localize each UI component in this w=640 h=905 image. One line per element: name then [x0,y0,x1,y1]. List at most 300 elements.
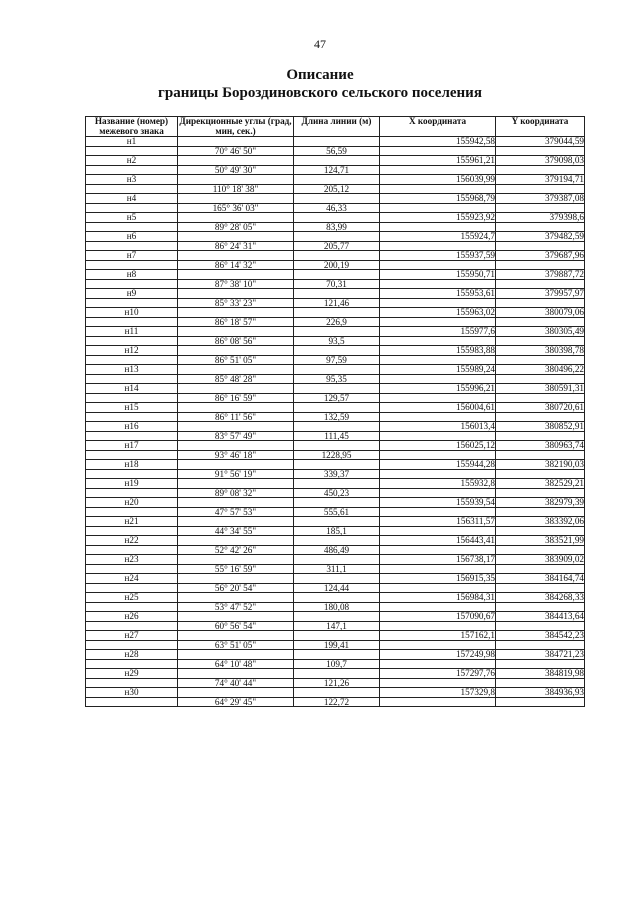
x-coordinate: 157329,8 [380,688,496,698]
table-row-point [86,270,585,280]
x-coordinate: 155968,79 [380,194,496,204]
table-row-point [86,156,585,166]
direction-angle: 70° 46' 50" [178,146,294,156]
empty-cell [178,327,294,337]
empty-cell [86,279,178,289]
direction-angle: 44° 34' 55" [178,526,294,536]
empty-cell [86,602,178,612]
table-row-segment [86,450,585,460]
empty-cell [178,441,294,451]
column-header-y: Y координата [496,117,585,137]
y-coordinate: 384164,74 [496,574,585,584]
empty-cell [496,203,585,213]
empty-cell [294,479,380,489]
table-row-point [86,384,585,394]
point-name: н8 [86,270,178,280]
y-coordinate: 380852,91 [496,422,585,432]
empty-cell [86,241,178,251]
empty-cell [380,222,496,232]
direction-angle: 63° 51' 05" [178,640,294,650]
table-row-point [86,517,585,527]
boundary-table [85,116,585,707]
point-name: н12 [86,346,178,356]
line-length: 555,61 [294,507,380,517]
empty-cell [86,659,178,669]
direction-angle: 86° 18' 57" [178,317,294,327]
empty-cell [380,659,496,669]
x-coordinate: 155996,21 [380,384,496,394]
point-name: н15 [86,403,178,413]
direction-angle: 64° 10' 48" [178,659,294,669]
table-row-segment [86,621,585,631]
point-name: н6 [86,232,178,242]
empty-cell [86,336,178,346]
empty-cell [294,593,380,603]
table-row-segment [86,583,585,593]
y-coordinate: 382529,21 [496,479,585,489]
empty-cell [178,365,294,375]
empty-cell [86,507,178,517]
table-row-point [86,650,585,660]
table-row-point [86,460,585,470]
empty-cell [496,393,585,403]
empty-cell [380,317,496,327]
empty-cell [380,260,496,270]
empty-cell [86,469,178,479]
point-name: н10 [86,308,178,318]
table-row-point [86,289,585,299]
empty-cell [496,317,585,327]
table-row-point [86,688,585,698]
y-coordinate: 383392,06 [496,517,585,527]
direction-angle: 60° 56' 54" [178,621,294,631]
line-length: 121,46 [294,298,380,308]
empty-cell [86,146,178,156]
empty-cell [496,507,585,517]
table-row-point [86,403,585,413]
y-coordinate: 379044,59 [496,137,585,147]
empty-cell [86,564,178,574]
empty-cell [294,327,380,337]
table-row-segment [86,279,585,289]
empty-cell [178,669,294,679]
empty-cell [294,251,380,261]
y-coordinate: 380079,06 [496,308,585,318]
column-header-angle: Дирекционные углы (град, мин, сек.) [179,116,292,136]
empty-cell [380,583,496,593]
empty-cell [380,241,496,251]
empty-cell [294,498,380,508]
y-coordinate: 379387,08 [496,194,585,204]
line-length: 180,08 [294,602,380,612]
page-number: 47 [314,37,326,51]
table-row-segment [86,336,585,346]
table-row-segment [86,165,585,175]
line-length: 226,9 [294,317,380,327]
empty-cell [86,640,178,650]
point-name: н22 [86,536,178,546]
direction-angle: 89° 28' 05" [178,222,294,232]
x-coordinate: 156443,41 [380,536,496,546]
empty-cell [380,678,496,688]
x-coordinate: 155963,02 [380,308,496,318]
title-line-1: Описание [286,67,354,83]
table-row-segment [86,146,585,156]
empty-cell [86,450,178,460]
empty-cell [496,184,585,194]
empty-cell [496,260,585,270]
y-coordinate: 379398,6 [496,213,585,223]
point-name: н3 [86,175,178,185]
y-coordinate: 379482,59 [496,232,585,242]
point-name: н20 [86,498,178,508]
direction-angle: 53° 47' 52" [178,602,294,612]
x-coordinate: 157090,67 [380,612,496,622]
y-coordinate: 379887,72 [496,270,585,280]
y-coordinate: 380591,31 [496,384,585,394]
empty-cell [496,621,585,631]
x-coordinate: 155942,58 [380,137,496,147]
empty-cell [178,688,294,698]
line-length: 205,12 [294,184,380,194]
x-coordinate: 156311,57 [380,517,496,527]
empty-cell [380,146,496,156]
empty-cell [294,213,380,223]
point-name: н23 [86,555,178,565]
point-name: н30 [86,688,178,698]
empty-cell [178,612,294,622]
empty-cell [178,194,294,204]
table-row-segment [86,184,585,194]
direction-angle: 86° 51' 05" [178,355,294,365]
empty-cell [178,574,294,584]
line-length: 185,1 [294,526,380,536]
line-length: 147,1 [294,621,380,631]
x-coordinate: 156984,31 [380,593,496,603]
point-name: н26 [86,612,178,622]
table-row-point [86,593,585,603]
line-length: 200,19 [294,260,380,270]
empty-cell [86,184,178,194]
empty-cell [380,640,496,650]
direction-angle: 86° 24' 31" [178,241,294,251]
point-name: н14 [86,384,178,394]
line-length: 56,59 [294,146,380,156]
table-row-segment [86,564,585,574]
table-row-segment [86,545,585,555]
empty-cell [380,488,496,498]
line-length: 311,1 [294,564,380,574]
empty-cell [380,374,496,384]
empty-cell [294,137,380,147]
table-row-point [86,251,585,261]
line-length: 486,49 [294,545,380,555]
table-row-segment [86,640,585,650]
point-name: н13 [86,365,178,375]
table-row-point [86,422,585,432]
y-coordinate: 379957,97 [496,289,585,299]
table-row-segment [86,526,585,536]
table-row-point [86,498,585,508]
line-length: 121,26 [294,678,380,688]
table-row-point [86,574,585,584]
empty-cell [380,393,496,403]
direction-angle: 52° 42' 26" [178,545,294,555]
empty-cell [380,545,496,555]
x-coordinate: 155923,92 [380,213,496,223]
table-row-segment [86,697,585,707]
empty-cell [178,479,294,489]
direction-angle: 110° 18' 38" [178,184,294,194]
empty-cell [294,631,380,641]
table-row-segment [86,374,585,384]
direction-angle: 64° 29' 45" [178,697,294,707]
table-body [86,137,585,707]
empty-cell [86,260,178,270]
empty-cell [380,279,496,289]
y-coordinate: 384819,98 [496,669,585,679]
table-row-point [86,346,585,356]
empty-cell [294,270,380,280]
direction-angle: 50° 49' 30" [178,165,294,175]
empty-cell [496,564,585,574]
column-header-length: Длина линии (м) [294,117,380,137]
point-name: н18 [86,460,178,470]
document-title [0,66,640,102]
empty-cell [294,669,380,679]
empty-cell [496,355,585,365]
table-row-point [86,194,585,204]
empty-cell [496,697,585,707]
line-length: 129,57 [294,393,380,403]
empty-cell [380,184,496,194]
direction-angle: 85° 48' 28" [178,374,294,384]
table-row-segment [86,222,585,232]
x-coordinate: 156004,61 [380,403,496,413]
x-coordinate: 155989,24 [380,365,496,375]
table-row-segment [86,260,585,270]
empty-cell [294,422,380,432]
line-length: 83,99 [294,222,380,232]
empty-cell [496,279,585,289]
table-row-point [86,441,585,451]
point-name: н16 [86,422,178,432]
empty-cell [86,621,178,631]
x-coordinate: 155953,61 [380,289,496,299]
empty-cell [496,469,585,479]
line-length: 205,77 [294,241,380,251]
empty-cell [294,175,380,185]
empty-cell [178,498,294,508]
line-length: 124,71 [294,165,380,175]
column-header-x: X координата [380,117,496,137]
point-name: н17 [86,441,178,451]
y-coordinate: 383909,02 [496,555,585,565]
table-row-segment [86,431,585,441]
table-row-point [86,137,585,147]
empty-cell [294,536,380,546]
empty-cell [380,412,496,422]
empty-cell [178,536,294,546]
empty-cell [294,365,380,375]
line-length: 111,45 [294,431,380,441]
x-coordinate: 156025,12 [380,441,496,451]
y-coordinate: 383521,99 [496,536,585,546]
line-length: 339,37 [294,469,380,479]
empty-cell [86,317,178,327]
empty-cell [496,431,585,441]
point-name: н27 [86,631,178,641]
empty-cell [294,612,380,622]
empty-cell [496,222,585,232]
empty-cell [496,450,585,460]
empty-cell [496,165,585,175]
empty-cell [496,678,585,688]
empty-cell [294,384,380,394]
y-coordinate: 384542,23 [496,631,585,641]
empty-cell [380,507,496,517]
empty-cell [380,336,496,346]
empty-cell [294,232,380,242]
empty-cell [178,593,294,603]
empty-cell [294,403,380,413]
direction-angle: 86° 08' 56" [178,336,294,346]
line-length: 132,59 [294,412,380,422]
x-coordinate: 155950,71 [380,270,496,280]
table-row-point [86,555,585,565]
empty-cell [178,289,294,299]
table-row-segment [86,298,585,308]
x-coordinate: 155944,28 [380,460,496,470]
empty-cell [380,469,496,479]
empty-cell [294,574,380,584]
direction-angle: 93° 46' 18" [178,450,294,460]
point-name: н19 [86,479,178,489]
empty-cell [294,555,380,565]
y-coordinate: 380305,49 [496,327,585,337]
line-length: 95,35 [294,374,380,384]
line-length: 46,33 [294,203,380,213]
empty-cell [496,298,585,308]
table-row-segment [86,469,585,479]
table-row-segment [86,602,585,612]
empty-cell [178,650,294,660]
point-name: н28 [86,650,178,660]
line-length: 450,23 [294,488,380,498]
direction-angle: 86° 16' 59" [178,393,294,403]
empty-cell [380,203,496,213]
empty-cell [86,526,178,536]
x-coordinate: 157162,1 [380,631,496,641]
direction-angle: 89° 08' 32" [178,488,294,498]
empty-cell [178,270,294,280]
empty-cell [496,374,585,384]
empty-cell [86,488,178,498]
empty-cell [178,555,294,565]
direction-angle: 56° 20' 54" [178,583,294,593]
empty-cell [496,659,585,669]
point-name: н7 [86,251,178,261]
direction-angle: 86° 11' 56" [178,412,294,422]
empty-cell [178,175,294,185]
point-name: н25 [86,593,178,603]
empty-cell [86,412,178,422]
line-length: 124,44 [294,583,380,593]
empty-cell [86,165,178,175]
empty-cell [178,156,294,166]
direction-angle: 165° 36' 03" [178,203,294,213]
empty-cell [294,346,380,356]
direction-angle: 86° 14' 32" [178,260,294,270]
table-row-point [86,327,585,337]
x-coordinate: 155977,6 [380,327,496,337]
empty-cell [380,621,496,631]
empty-cell [178,232,294,242]
empty-cell [86,298,178,308]
empty-cell [86,431,178,441]
column-header-name: Название (номер) межевого знака [86,117,178,137]
empty-cell [496,241,585,251]
empty-cell [294,308,380,318]
x-coordinate: 157297,76 [380,669,496,679]
empty-cell [496,602,585,612]
table-row-segment [86,393,585,403]
point-name: н9 [86,289,178,299]
x-coordinate: 156013,4 [380,422,496,432]
table-row-point [86,232,585,242]
empty-cell [294,289,380,299]
y-coordinate: 380963,74 [496,441,585,451]
x-coordinate: 156738,17 [380,555,496,565]
empty-cell [86,203,178,213]
empty-cell [496,146,585,156]
empty-cell [86,355,178,365]
direction-angle: 47° 57' 53" [178,507,294,517]
x-coordinate: 155932,8 [380,479,496,489]
table-row-segment [86,659,585,669]
y-coordinate: 380398,78 [496,346,585,356]
empty-cell [294,688,380,698]
table-row-segment [86,488,585,498]
x-coordinate: 156915,35 [380,574,496,584]
x-coordinate: 155937,59 [380,251,496,261]
line-length: 93,5 [294,336,380,346]
empty-cell [86,545,178,555]
empty-cell [380,165,496,175]
point-name: н11 [86,327,178,337]
empty-cell [294,194,380,204]
y-coordinate: 380720,61 [496,403,585,413]
empty-cell [380,431,496,441]
empty-cell [178,384,294,394]
table-row-point [86,479,585,489]
x-coordinate: 155939,54 [380,498,496,508]
table-row-point [86,213,585,223]
x-coordinate: 157249,98 [380,650,496,660]
empty-cell [178,422,294,432]
empty-cell [178,631,294,641]
empty-cell [380,564,496,574]
direction-angle: 85° 33' 23" [178,298,294,308]
point-name: н4 [86,194,178,204]
y-coordinate: 380496,22 [496,365,585,375]
line-length: 122,72 [294,697,380,707]
table-row-point [86,308,585,318]
line-length: 70,31 [294,279,380,289]
table-row-point [86,536,585,546]
x-coordinate: 155983,88 [380,346,496,356]
empty-cell [178,137,294,147]
